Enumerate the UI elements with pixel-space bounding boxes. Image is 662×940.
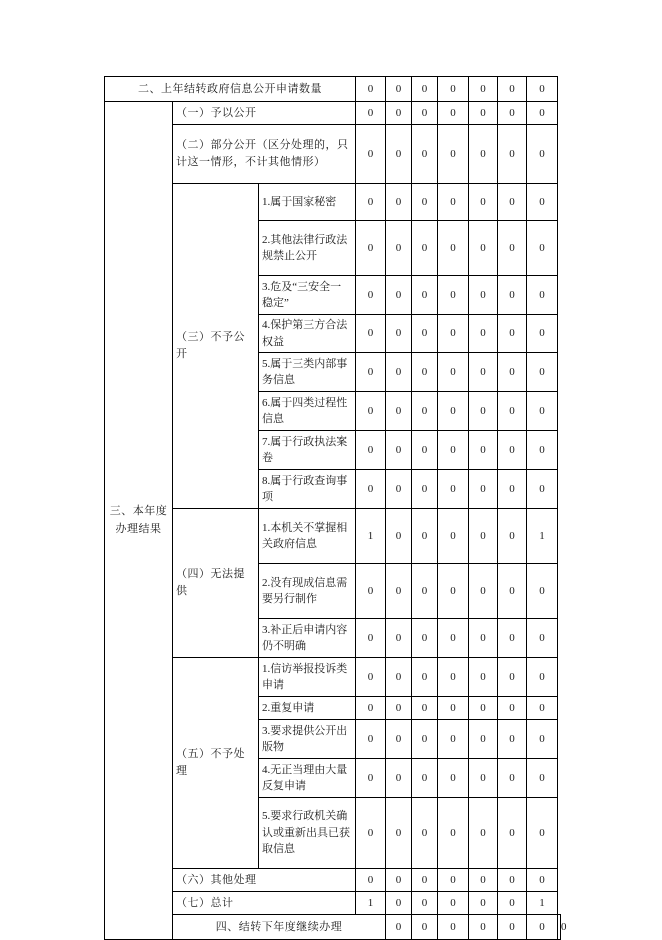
cell-3-2-c7: 0 xyxy=(527,125,558,184)
cell-3-3-8-c3: 0 xyxy=(412,470,438,509)
cell-3-3-3-c5: 0 xyxy=(469,276,498,315)
cell-3-3-2-c3: 0 xyxy=(412,221,438,276)
cell-3-5-5-c5: 0 xyxy=(469,798,498,869)
row-label-3-3-2: 2.其他法律行政法规禁止公开 xyxy=(259,221,356,276)
cell-3-5-2-c2: 0 xyxy=(386,697,412,720)
row-label-section-4: 四、结转下年度继续办理 xyxy=(173,915,386,940)
row-label-3-5: （五）不予处理 xyxy=(173,658,259,869)
cell-3-6-c1: 0 xyxy=(356,869,386,892)
cell-3-3-1-c2: 0 xyxy=(386,184,412,221)
cell-3-5-4-c7: 0 xyxy=(527,759,558,798)
cell-section-4-c7: 0 xyxy=(558,915,561,940)
row-label-3-5-4: 4.无正当理由大量反复申请 xyxy=(259,759,356,798)
cell-section-4-c6: 0 xyxy=(527,915,558,940)
cell-3-5-1-c5: 0 xyxy=(469,658,498,697)
cell-3-2-c1: 0 xyxy=(356,125,386,184)
cell-3-4-2-c5: 0 xyxy=(469,564,498,619)
cell-3-3-8-c6: 0 xyxy=(498,470,527,509)
cell-3-1-c5: 0 xyxy=(469,102,498,125)
row-label-3-4-3: 3.补正后申请内容仍不明确 xyxy=(259,619,356,658)
cell-3-2-c5: 0 xyxy=(469,125,498,184)
table-row xyxy=(105,658,561,697)
row-label-3-4: （四）无法提供 xyxy=(173,509,259,658)
cell-3-3-4-c1: 0 xyxy=(356,315,386,353)
cell-3-7-c6: 0 xyxy=(498,892,527,915)
row-label-section-2: 二、上年结转政府信息公开申请数量 xyxy=(105,77,356,102)
row-label-3-3-8: 8.属于行政查询事项 xyxy=(259,470,356,509)
cell-3-3-4-c5: 0 xyxy=(469,315,498,353)
cell-3-3-4-c7: 0 xyxy=(527,315,558,353)
cell-3-2-c4: 0 xyxy=(438,125,469,184)
cell-3-4-1-c2: 0 xyxy=(386,509,412,564)
cell-3-3-7-c6: 0 xyxy=(498,431,527,470)
cell-3-5-4-c4: 0 xyxy=(438,759,469,798)
cell-3-1-c3: 0 xyxy=(412,102,438,125)
cell-3-5-5-c2: 0 xyxy=(386,798,412,869)
row-label-3-4-2: 2.没有现成信息需要另行制作 xyxy=(259,564,356,619)
cell-3-3-5-c2: 0 xyxy=(386,353,412,392)
cell-3-5-4-c2: 0 xyxy=(386,759,412,798)
cell-3-3-3-c6: 0 xyxy=(498,276,527,315)
cell-3-3-6-c7: 0 xyxy=(527,392,558,431)
cell-3-3-4-c2: 0 xyxy=(386,315,412,353)
table-row xyxy=(105,869,561,892)
row-label-3-3-6: 6.属于四类过程性信息 xyxy=(259,392,356,431)
cell-3-1-c1: 0 xyxy=(356,102,386,125)
cell-3-3-4-c4: 0 xyxy=(438,315,469,353)
cell-3-3-1-c3: 0 xyxy=(412,184,438,221)
cell-section-4-c4: 0 xyxy=(469,915,498,940)
cell-3-3-2-c5: 0 xyxy=(469,221,498,276)
cell-3-3-7-c1: 0 xyxy=(356,431,386,470)
cell-3-6-c6: 0 xyxy=(498,869,527,892)
cell-3-3-7-c2: 0 xyxy=(386,431,412,470)
cell-3-3-1-c5: 0 xyxy=(469,184,498,221)
cell-3-3-6-c1: 0 xyxy=(356,392,386,431)
cell-3-4-2-c3: 0 xyxy=(412,564,438,619)
cell-3-1-c7: 0 xyxy=(527,102,558,125)
cell-section-2-c5: 0 xyxy=(469,77,498,102)
row-label-3-4-1: 1.本机关不掌握相关政府信息 xyxy=(259,509,356,564)
cell-3-5-3-c5: 0 xyxy=(469,720,498,759)
cell-3-3-7-c7: 0 xyxy=(527,431,558,470)
cell-section-2-c2: 0 xyxy=(386,77,412,102)
cell-3-4-3-c2: 0 xyxy=(386,619,412,658)
cell-3-7-c7: 1 xyxy=(527,892,558,915)
cell-3-5-1-c7: 0 xyxy=(527,658,558,697)
cell-3-3-1-c6: 0 xyxy=(498,184,527,221)
table-row xyxy=(105,125,561,184)
table-row xyxy=(105,77,561,102)
row-label-section-3: 三、本年度办理结果 xyxy=(105,102,173,940)
cell-3-3-2-c2: 0 xyxy=(386,221,412,276)
cell-section-4-c2: 0 xyxy=(412,915,438,940)
cell-3-5-5-c3: 0 xyxy=(412,798,438,869)
cell-3-3-5-c1: 0 xyxy=(356,353,386,392)
cell-3-5-2-c1: 0 xyxy=(356,697,386,720)
cell-3-3-3-c3: 0 xyxy=(412,276,438,315)
cell-3-4-2-c7: 0 xyxy=(527,564,558,619)
row-label-3-5-5: 5.要求行政机关确认或重新出具已获取信息 xyxy=(259,798,356,869)
cell-3-6-c4: 0 xyxy=(438,869,469,892)
row-label-3-5-2: 2.重复申请 xyxy=(259,697,356,720)
cell-3-4-3-c6: 0 xyxy=(498,619,527,658)
cell-3-5-4-c5: 0 xyxy=(469,759,498,798)
cell-3-3-6-c3: 0 xyxy=(412,392,438,431)
row-label-3-3-3: 3.危及“三安全一稳定” xyxy=(259,276,356,315)
cell-3-3-8-c7: 0 xyxy=(527,470,558,509)
cell-3-5-5-c1: 0 xyxy=(356,798,386,869)
row-label-3-3-5: 5.属于三类内部事务信息 xyxy=(259,353,356,392)
cell-3-3-1-c7: 0 xyxy=(527,184,558,221)
disclosure-statistics-table xyxy=(104,76,567,940)
cell-3-3-6-c2: 0 xyxy=(386,392,412,431)
cell-section-4-c1: 0 xyxy=(386,915,412,940)
cell-3-3-4-c3: 0 xyxy=(412,315,438,353)
cell-3-3-3-c1: 0 xyxy=(356,276,386,315)
cell-3-7-c1: 1 xyxy=(356,892,386,915)
cell-3-5-4-c1: 0 xyxy=(356,759,386,798)
cell-3-3-2-c4: 0 xyxy=(438,221,469,276)
cell-3-2-c6: 0 xyxy=(498,125,527,184)
cell-3-5-5-c4: 0 xyxy=(438,798,469,869)
cell-3-4-1-c4: 0 xyxy=(438,509,469,564)
cell-3-7-c2: 0 xyxy=(386,892,412,915)
cell-3-7-c4: 0 xyxy=(438,892,469,915)
cell-3-5-1-c2: 0 xyxy=(386,658,412,697)
row-label-3-3: （三）不予公开 xyxy=(173,184,259,509)
cell-section-2-c3: 0 xyxy=(412,77,438,102)
cell-3-2-c3: 0 xyxy=(412,125,438,184)
cell-3-5-3-c6: 0 xyxy=(498,720,527,759)
cell-3-7-c5: 0 xyxy=(469,892,498,915)
cell-3-5-1-c1: 0 xyxy=(356,658,386,697)
cell-3-5-4-c6: 0 xyxy=(498,759,527,798)
row-label-3-6: （六）其他处理 xyxy=(173,869,356,892)
cell-3-5-3-c7: 0 xyxy=(527,720,558,759)
cell-3-4-3-c4: 0 xyxy=(438,619,469,658)
cell-3-4-3-c7: 0 xyxy=(527,619,558,658)
cell-3-3-2-c6: 0 xyxy=(498,221,527,276)
row-label-3-2: （二）部分公开（区分处理的，只计这一情形，不计其他情形） xyxy=(173,125,356,184)
cell-3-3-2-c7: 0 xyxy=(527,221,558,276)
cell-3-3-2-c1: 0 xyxy=(356,221,386,276)
statistics-table-sheet xyxy=(104,76,567,940)
cell-3-4-1-c1: 1 xyxy=(356,509,386,564)
row-label-3-5-3: 3.要求提供公开出版物 xyxy=(259,720,356,759)
cell-3-3-5-c6: 0 xyxy=(498,353,527,392)
cell-3-3-5-c4: 0 xyxy=(438,353,469,392)
cell-3-3-4-c6: 0 xyxy=(498,315,527,353)
cell-3-3-5-c3: 0 xyxy=(412,353,438,392)
cell-3-7-c3: 0 xyxy=(412,892,438,915)
cell-3-5-1-c4: 0 xyxy=(438,658,469,697)
table-row xyxy=(105,184,561,221)
cell-3-5-2-c4: 0 xyxy=(438,697,469,720)
cell-3-3-5-c7: 0 xyxy=(527,353,558,392)
cell-3-5-4-c3: 0 xyxy=(412,759,438,798)
cell-3-3-6-c4: 0 xyxy=(438,392,469,431)
cell-3-5-1-c6: 0 xyxy=(498,658,527,697)
cell-3-3-1-c4: 0 xyxy=(438,184,469,221)
cell-section-2-c6: 0 xyxy=(498,77,527,102)
cell-3-1-c6: 0 xyxy=(498,102,527,125)
cell-3-6-c7: 0 xyxy=(527,869,558,892)
cell-section-4-c3: 0 xyxy=(438,915,469,940)
cell-3-5-2-c6: 0 xyxy=(498,697,527,720)
cell-3-3-3-c7: 0 xyxy=(527,276,558,315)
cell-3-4-3-c5: 0 xyxy=(469,619,498,658)
cell-3-5-2-c5: 0 xyxy=(469,697,498,720)
cell-3-5-5-c6: 0 xyxy=(498,798,527,869)
cell-3-4-1-c3: 0 xyxy=(412,509,438,564)
cell-3-5-3-c3: 0 xyxy=(412,720,438,759)
cell-3-3-8-c5: 0 xyxy=(469,470,498,509)
cell-3-3-3-c2: 0 xyxy=(386,276,412,315)
table-row xyxy=(105,509,561,564)
cell-3-3-6-c5: 0 xyxy=(469,392,498,431)
cell-3-4-2-c2: 0 xyxy=(386,564,412,619)
cell-3-3-5-c5: 0 xyxy=(469,353,498,392)
cell-3-4-1-c5: 0 xyxy=(469,509,498,564)
cell-3-3-3-c4: 0 xyxy=(438,276,469,315)
cell-3-3-6-c6: 0 xyxy=(498,392,527,431)
cell-3-2-c2: 0 xyxy=(386,125,412,184)
cell-3-4-2-c1: 0 xyxy=(356,564,386,619)
cell-3-4-1-c6: 0 xyxy=(498,509,527,564)
cell-3-5-2-c7: 0 xyxy=(527,697,558,720)
cell-3-5-3-c4: 0 xyxy=(438,720,469,759)
table-row xyxy=(105,892,561,915)
cell-3-3-8-c1: 0 xyxy=(356,470,386,509)
cell-3-1-c2: 0 xyxy=(386,102,412,125)
cell-3-5-2-c3: 0 xyxy=(412,697,438,720)
table-row xyxy=(105,102,561,125)
cell-3-6-c5: 0 xyxy=(469,869,498,892)
cell-3-5-5-c7: 0 xyxy=(527,798,558,869)
cell-section-2-c4: 0 xyxy=(438,77,469,102)
cell-3-6-c3: 0 xyxy=(412,869,438,892)
row-label-3-7: （七）总计 xyxy=(173,892,356,915)
cell-3-5-3-c1: 0 xyxy=(356,720,386,759)
cell-3-3-7-c3: 0 xyxy=(412,431,438,470)
row-label-3-5-1: 1.信访举报投诉类申请 xyxy=(259,658,356,697)
cell-3-1-c4: 0 xyxy=(438,102,469,125)
row-label-3-3-1: 1.属于国家秘密 xyxy=(259,184,356,221)
cell-3-4-3-c1: 0 xyxy=(356,619,386,658)
cell-3-4-3-c3: 0 xyxy=(412,619,438,658)
cell-3-6-c2: 0 xyxy=(386,869,412,892)
cell-3-3-7-c4: 0 xyxy=(438,431,469,470)
cell-section-2-c1: 0 xyxy=(356,77,386,102)
cell-3-5-1-c3: 0 xyxy=(412,658,438,697)
cell-3-5-3-c2: 0 xyxy=(386,720,412,759)
cell-3-3-8-c2: 0 xyxy=(386,470,412,509)
cell-3-4-1-c7: 1 xyxy=(527,509,558,564)
row-label-3-3-4: 4.保护第三方合法权益 xyxy=(259,315,356,353)
cell-section-4-c5: 0 xyxy=(498,915,527,940)
row-label-3-1: （一）予以公开 xyxy=(173,102,356,125)
cell-3-3-7-c5: 0 xyxy=(469,431,498,470)
row-label-3-3-7: 7.属于行政执法案卷 xyxy=(259,431,356,470)
cell-3-4-2-c6: 0 xyxy=(498,564,527,619)
cell-3-3-8-c4: 0 xyxy=(438,470,469,509)
cell-section-2-c7: 0 xyxy=(527,77,558,102)
cell-3-3-1-c1: 0 xyxy=(356,184,386,221)
cell-3-4-2-c4: 0 xyxy=(438,564,469,619)
